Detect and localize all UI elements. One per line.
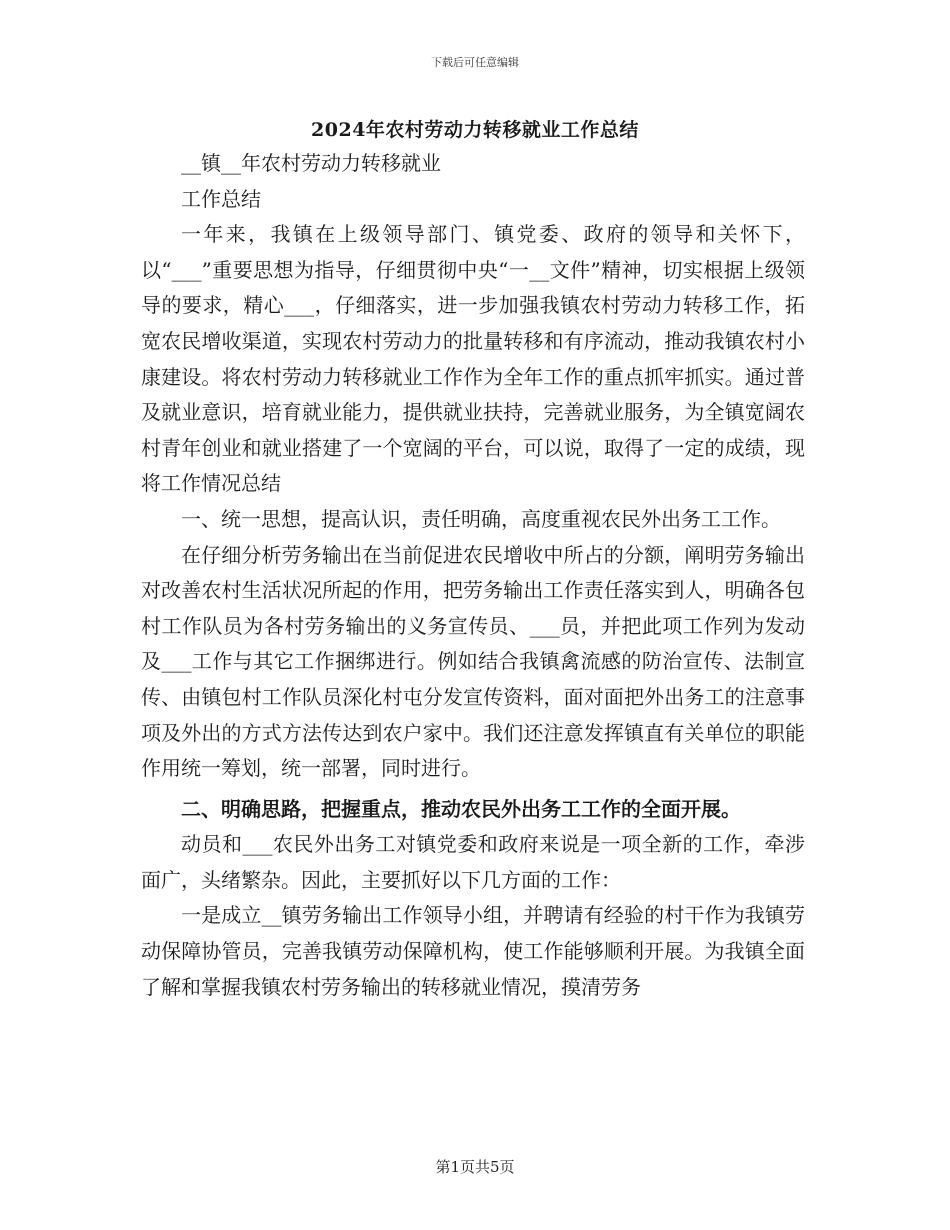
header-note: 下载后可任意编辑 (431, 56, 519, 69)
paragraph-section-2-heading: 二、明确思路，把握重点，推动农民外出务工工作的全面开展。 (181, 796, 741, 821)
paragraph-section-1-body: 在仔细分析劳务输出在当前促进农民增收中所占的分额，阐明劳务输出对改善农村生活状况所起的作用，把劳务输出工作责任落实到人，明确各包村工作队员为各村劳务输出的义务宣传员、___员，并把此项工作列为发动及___工作与其它工作捆绑进行。例如结合我镇禽流感的防治宣传、法制宣传、由镇包村工作队员深化村屯分发宣传资料，面对面把外出务工的注意事项及外出的方式方法传达到农户家中。我们还注意发挥镇直有关单位的职能作用统一筹划，统一部署，同时进行。 (141, 542, 805, 781)
page-number-footer: 第1页共5页 (435, 1158, 515, 1176)
paragraph-intro: 一年来，我镇在上级领导部门、镇党委、政府的领导和关怀下，以“___”重要思想为指导，仔细贯彻中央“一__文件”精神，切实根据上级领导的要求，精心___，仔细落实，进一步加强我镇农村劳动力转移工作，拓宽农民增收渠道，实现农村劳动力的批量转移和有序流动，推动我镇农村小康建设。将农村劳动力转移就业工作作为全年工作的重点抓牢抓实。通过普及就业意识，培育就业能力，提供就业扶持，完善就业服务，为全镇宽阔农村青年创业和就业搭建了一个宽阔的平台，可以说，取得了一定的成绩，现将工作情况总结 (141, 222, 805, 496)
paragraph-section-2-item-1: 一是成立__镇劳务输出工作领导小组，并聘请有经验的村干作为我镇劳动保障协管员，完善我镇劳动保障机构，使工作能够顺利开展。为我镇全面了解和掌握我镇农村劳务输出的转移就业情况，摸清劳务 (141, 903, 805, 999)
paragraph-subtitle-2: 工作总结 (181, 186, 261, 211)
paragraph-section-1-heading: 一、统一思想，提高认识，责任明确，高度重视农民外出务工工作。 (181, 506, 781, 531)
paragraph-subtitle: __镇__年农村劳动力转移就业 (181, 151, 441, 175)
document-title: 2024年农村劳动力转移就业工作总结 (311, 119, 639, 141)
paragraph-section-2-body: 动员和___农民外出务工对镇党委和政府来说是一项全新的工作，牵涉面广，头绪繁杂。因此，主要抓好以下几方面的工作： (141, 832, 805, 892)
document-body (141, 146, 805, 1005)
